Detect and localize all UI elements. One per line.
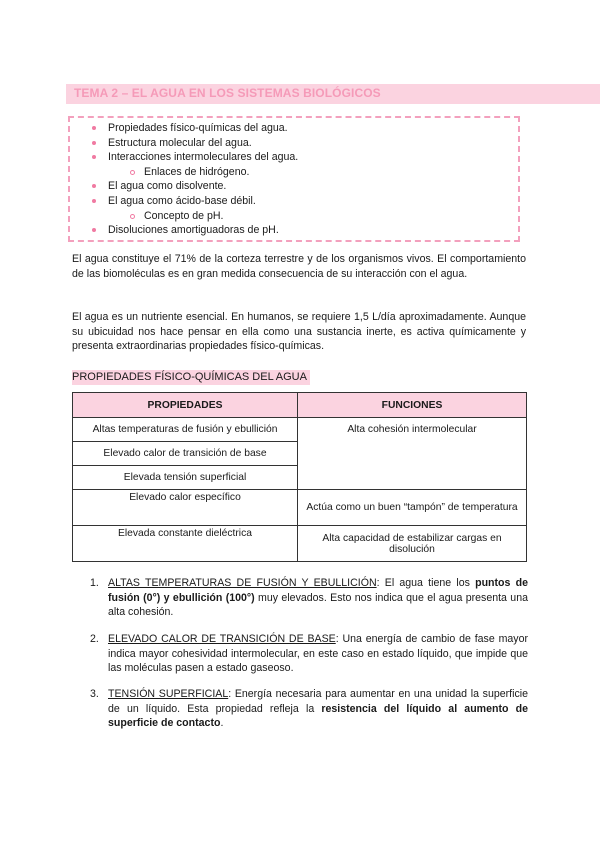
list-item	[90, 687, 528, 731]
numbered-list-1	[90, 576, 528, 620]
item-title: ELEVADO CALOR DE TRANSICIÓN DE BASE	[108, 633, 336, 645]
item-title: TENSIÓN SUPERFICIAL	[108, 688, 229, 700]
list-number: 1.	[90, 577, 99, 589]
list-item	[90, 632, 528, 676]
table-cell: Alta cohesión intermolecular	[298, 418, 527, 490]
list-item: El agua como ácido-base débil.	[90, 194, 298, 209]
list-item: Concepto de pH.	[90, 209, 298, 224]
table-row	[73, 418, 527, 442]
list-item: Interacciones intermoleculares del agua.	[90, 150, 298, 165]
list-number: 3.	[90, 688, 99, 700]
section-title: PROPIEDADES FÍSICO-QUÍMICAS DEL AGUA	[72, 370, 310, 385]
table-cell: Altas temperaturas de fusión y ebullición	[73, 418, 298, 442]
intro-paragraph: El agua constituye el 71% de la corteza terrestre y de los organismos vivos. El comportamiento de las biomoléculas es en gran medida consecuencia de su interacción con el agua.	[72, 253, 526, 280]
table-row	[73, 490, 527, 526]
item-text: : Una energía de cambio de fase mayor indica mayor cohesividad intermolecular, en este caso en estado líquido, que impide que las moléculas pasen a estado gaseoso.	[108, 633, 528, 675]
item-bold-text: resistencia del líquido al aumento de superficie de contacto	[108, 702, 528, 730]
table-header-row	[73, 393, 527, 418]
table-cell: Elevada constante dieléctrica	[73, 526, 298, 562]
item-text: : El agua tiene los	[376, 577, 476, 589]
table-row	[73, 526, 527, 562]
column-header: PROPIEDADES	[73, 393, 298, 418]
table-cell: Elevado calor de transición de base	[73, 442, 298, 466]
item-text: muy elevados. Esto nos indica que el agua presenta una alta cohesión.	[108, 591, 528, 619]
properties-table	[72, 392, 527, 562]
table-cell: Elevada tensión superficial	[73, 466, 298, 490]
table-cell: Actúa como un buen “tampón” de temperatura	[298, 490, 527, 526]
numbered-list-2	[90, 632, 528, 676]
item-text: .	[220, 717, 224, 730]
table-cell: Alta capacidad de estabilizar cargas en disolución	[298, 526, 527, 562]
topics-list	[90, 121, 298, 238]
list-number: 2.	[90, 633, 99, 645]
list-item	[90, 576, 528, 620]
numbered-list-3	[90, 687, 528, 731]
page-title: TEMA 2 – EL AGUA EN LOS SISTEMAS BIOLÓGICOS	[74, 86, 381, 100]
title-bar	[66, 84, 600, 104]
column-header: FUNCIONES	[298, 393, 527, 418]
item-text: : Energía necesaria para aumentar en una unidad la superficie de un líquido. Esta propiedad refleja la	[108, 688, 528, 715]
topics-box	[68, 116, 520, 242]
list-item: Enlaces de hidrógeno.	[90, 165, 298, 180]
list-item: Disoluciones amortiguadoras de pH.	[90, 223, 298, 238]
list-item: Propiedades físico-químicas del agua.	[90, 121, 298, 136]
nutrient-paragraph: El agua es un nutriente esencial. En humanos, se requiere 1,5 L/día aproximadamente. Aunque su ubicuidad nos hace pensar en ella como una sustancia inerte, es activa químicamente y presenta extraordinarias propiedades físico-químicas.	[72, 311, 526, 353]
list-item: Estructura molecular del agua.	[90, 136, 298, 151]
item-title: ALTAS TEMPERATURAS DE FUSIÓN Y EBULLICIÓN	[108, 577, 377, 589]
list-item: El agua como disolvente.	[90, 179, 298, 194]
table-cell: Elevado calor específico	[73, 490, 298, 526]
item-bold-text: puntos de fusión (0°) y ebullición (100°)	[108, 577, 528, 604]
